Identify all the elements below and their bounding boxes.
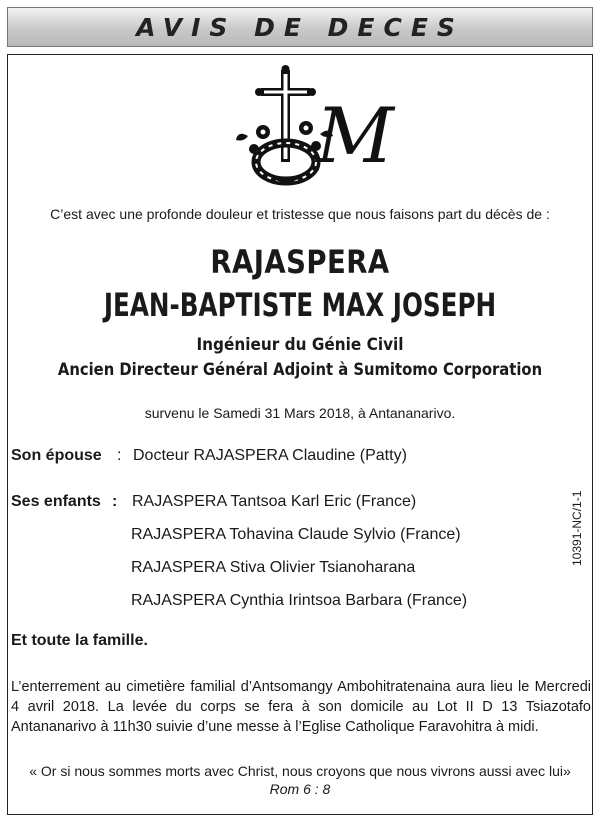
deceased-title-2: Ancien Directeur Général Adjoint à Sumitomo Corporation (57, 360, 543, 380)
scripture-reference: Rom 6 : 8 (269, 781, 331, 797)
spouse-name: Docteur RAJASPERA Claudine (Patty) (133, 447, 407, 464)
child-item: RAJASPERA Tantsoa Karl Eric (France) (132, 493, 417, 510)
deceased-surname: RAJASPERA (210, 243, 390, 281)
intro-text: C’est avec une profonde douleur et tristesse que nous faisons part du décès de : (50, 206, 550, 222)
family-line: Et toute la famille. (11, 632, 148, 649)
header-banner (7, 7, 593, 47)
child-item: RAJASPERA Stiva Olivier Tsianoharana (131, 559, 416, 576)
scripture-quote: « Or si nous sommes morts avec Christ, nous croyons que nous vivrons aussi avec lui» (29, 763, 571, 779)
monogram: M (316, 91, 394, 180)
children-separator: : (112, 493, 118, 510)
death-date-place: survenu le Samedi 31 Mars 2018, à Antananarivo. (144, 405, 456, 421)
header-title: AVIS DE DECES (136, 12, 464, 42)
children-label: Ses enfants (11, 493, 101, 510)
deceased-title-1: Ingénieur du Génie Civil (196, 335, 404, 355)
child-item: RAJASPERA Tohavina Claude Sylvio (France) (131, 526, 461, 543)
cross-wreath-icon (228, 64, 394, 192)
deceased-given-names: JEAN-BAPTISTE MAX JOSEPH (103, 286, 497, 324)
funeral-details: L’enterrement au cimetière familial d’Antsomangy Ambohitratenaina aura lieu le Mercredi 4 avril 2018. La levée du corps se fera à son domicile au Lot II D 13 Tsiazotafo Antananarivo à 11h30 suivie d’une messe à l’Eglise Catholique Faravohitra à midi. (11, 679, 591, 735)
spouse-label: Son épouse (11, 447, 102, 464)
child-item: RAJASPERA Cynthia Irintsoa Barbara (France) (131, 592, 468, 609)
spouse-separator: : (117, 447, 122, 464)
notice-reference-code: 10391-NC/1-1 (570, 490, 584, 566)
